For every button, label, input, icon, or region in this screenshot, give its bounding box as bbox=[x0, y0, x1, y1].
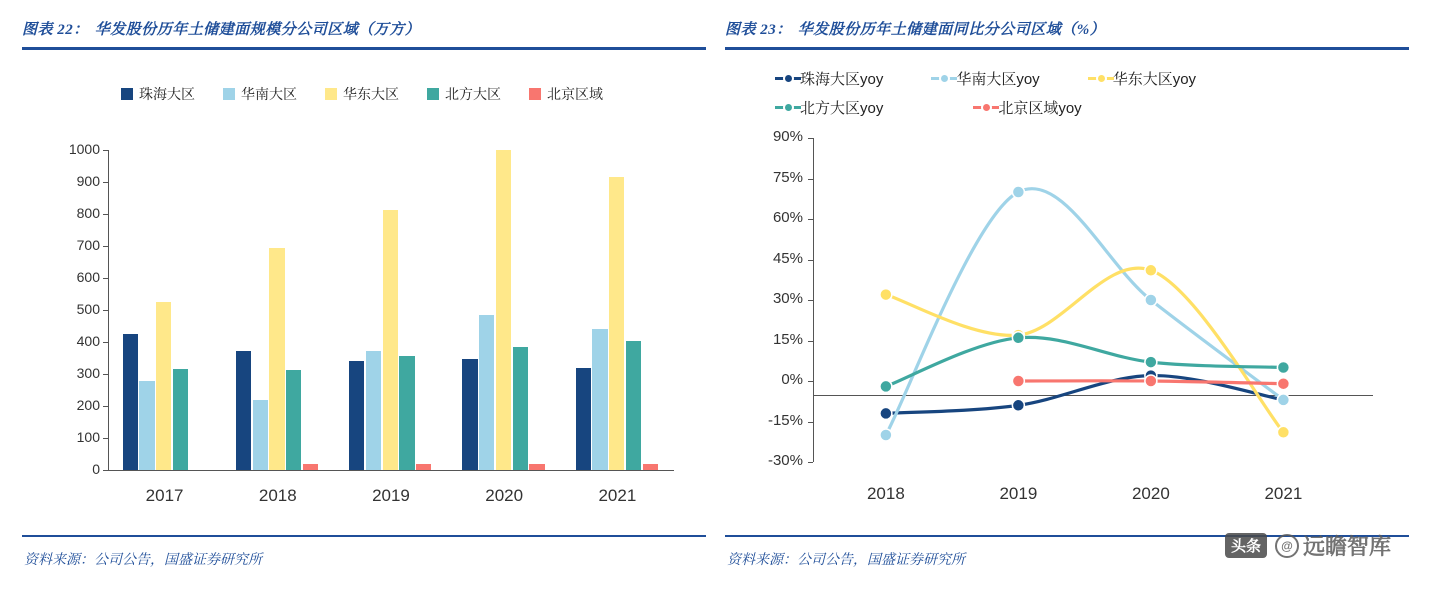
y-tick-label: 200 bbox=[76, 397, 100, 413]
figure-22-legend bbox=[52, 84, 672, 104]
y-tick-label: 900 bbox=[76, 173, 100, 189]
figure-22-source: 资料来源：公司公告，国盛证券研究所 bbox=[24, 553, 262, 568]
y-tick-label: 0 bbox=[92, 461, 100, 477]
x-category-label: 2019 bbox=[999, 484, 1038, 503]
bar-2018-1 bbox=[253, 400, 268, 470]
legend-marker-zhuhai-yoy bbox=[775, 73, 794, 84]
line-point-1 bbox=[1145, 294, 1157, 306]
legend-row-2 bbox=[745, 97, 1405, 118]
legend-label-zhuhai-yoy: 珠海大区yoy bbox=[800, 71, 884, 88]
line-point-3 bbox=[1012, 332, 1024, 344]
legend-item-huadong bbox=[325, 84, 399, 104]
y-tick-label: -15% bbox=[767, 411, 803, 429]
legend-marker-beijing-yoy bbox=[973, 102, 992, 113]
x-category-label: 2018 bbox=[866, 484, 905, 503]
x-category-label: 2017 bbox=[145, 486, 184, 505]
legend-swatch-beifang bbox=[427, 88, 439, 100]
figure-23-legend bbox=[745, 68, 1405, 126]
line-point-2 bbox=[1277, 426, 1289, 438]
watermark bbox=[1225, 530, 1391, 561]
line-point-0 bbox=[880, 407, 892, 419]
legend-label-beifang-yoy: 北方大区yoy bbox=[800, 100, 884, 117]
line-point-1 bbox=[1012, 186, 1024, 198]
line-point-1 bbox=[880, 429, 892, 441]
legend-item-beifang-yoy bbox=[775, 97, 883, 118]
bar-2021-0 bbox=[576, 368, 591, 470]
y-tick-label: 500 bbox=[76, 301, 100, 317]
watermark-text: 远瞻智库 bbox=[1302, 534, 1391, 559]
legend-label-huanan-yoy: 华南大区yoy bbox=[956, 71, 1040, 88]
line-point-2 bbox=[880, 289, 892, 301]
bar-chart-plot bbox=[50, 140, 680, 530]
bar-2017-2 bbox=[156, 302, 171, 470]
legend-marker-huanan-yoy bbox=[931, 73, 950, 84]
line-path-1 bbox=[886, 189, 1284, 435]
y-tick-label: 30% bbox=[772, 290, 803, 307]
y-tick-label: 300 bbox=[76, 365, 100, 381]
x-category-label: 2020 bbox=[1131, 484, 1170, 503]
line-point-4 bbox=[1145, 375, 1157, 387]
legend-item-beijing-yoy bbox=[973, 97, 1081, 118]
bar-2017-0 bbox=[123, 334, 138, 470]
legend-item-beijing bbox=[529, 84, 603, 104]
x-category-label: 2019 bbox=[372, 486, 410, 505]
x-category-label: 2021 bbox=[598, 486, 637, 505]
bar-2020-1 bbox=[479, 315, 494, 470]
legend-label-huadong-yoy: 华东大区yoy bbox=[1112, 71, 1197, 88]
bar-2018-4 bbox=[303, 464, 318, 470]
bar-2020-2 bbox=[496, 150, 511, 470]
bar-2021-2 bbox=[609, 177, 624, 470]
line-chart-plot bbox=[735, 128, 1395, 528]
bar-2018-0 bbox=[236, 351, 251, 470]
y-tick-label: 45% bbox=[772, 249, 803, 267]
x-category-label: 2021 bbox=[1264, 484, 1303, 503]
line-point-4 bbox=[1012, 375, 1024, 387]
legend-swatch-beijing bbox=[529, 88, 541, 100]
figure-22-number: 图表 22： bbox=[22, 22, 89, 38]
figure-22-bottom-rule bbox=[22, 535, 706, 537]
legend-label-huadong: 华东大区 bbox=[343, 86, 399, 102]
bar-2018-2 bbox=[269, 248, 284, 470]
y-tick-label: 600 bbox=[76, 269, 100, 285]
bar-2019-2 bbox=[383, 210, 398, 470]
figure-23-title bbox=[725, 0, 1409, 39]
figure-23-number: 图表 23： bbox=[725, 22, 792, 38]
bar-2020-3 bbox=[513, 347, 528, 470]
x-axis bbox=[108, 470, 674, 471]
bar-2017-3 bbox=[173, 369, 188, 470]
y-tick-label: 400 bbox=[76, 333, 100, 349]
line-point-3 bbox=[1277, 362, 1289, 374]
y-tick-label: 700 bbox=[76, 237, 100, 253]
x-category-label: 2018 bbox=[258, 486, 297, 505]
x-category-label: 2020 bbox=[485, 486, 524, 505]
figure-22-title-text: 华发股份历年土储建面规模分公司区域（万方） bbox=[94, 22, 421, 38]
figure-23-top-rule bbox=[725, 47, 1409, 50]
y-axis bbox=[108, 150, 109, 470]
bar-2017-1 bbox=[139, 381, 154, 470]
watermark-circle-icon: @ bbox=[1275, 534, 1299, 558]
legend-label-huanan: 华南大区 bbox=[241, 86, 297, 102]
y-tick-label: 100 bbox=[76, 429, 100, 445]
line-point-0 bbox=[1012, 399, 1024, 411]
legend-item-zhuhai bbox=[121, 84, 195, 104]
bar-2019-1 bbox=[366, 351, 381, 470]
bar-2019-0 bbox=[349, 361, 364, 470]
figure-23-panel bbox=[725, 0, 1409, 589]
legend-label-beijing-yoy: 北京区域yoy bbox=[998, 100, 1082, 117]
legend-item-zhuhai-yoy bbox=[775, 68, 883, 89]
y-tick-label: 60% bbox=[772, 209, 803, 226]
bar-2020-0 bbox=[462, 359, 477, 470]
legend-label-zhuhai: 珠海大区 bbox=[139, 86, 195, 102]
bar-2021-4 bbox=[643, 464, 658, 470]
legend-item-beifang bbox=[427, 84, 501, 104]
legend-marker-huadong-yoy bbox=[1088, 73, 1107, 84]
y-tick-label: 800 bbox=[76, 205, 100, 221]
figure-22-top-rule bbox=[22, 47, 706, 50]
y-tick-label: 90% bbox=[772, 128, 803, 145]
line-series-svg bbox=[735, 128, 1395, 528]
bar-2019-4 bbox=[416, 464, 431, 470]
y-tick-label: 15% bbox=[772, 330, 803, 348]
legend-row-1 bbox=[745, 68, 1405, 89]
legend-swatch-zhuhai bbox=[121, 88, 133, 100]
line-point-1 bbox=[1277, 394, 1289, 406]
figure-23-source: 资料来源：公司公告，国盛证券研究所 bbox=[727, 553, 965, 568]
line-point-4 bbox=[1277, 378, 1289, 390]
watermark-badge: 头条 bbox=[1225, 533, 1267, 558]
y-tick-label: 75% bbox=[772, 168, 803, 186]
y-tick-label: 0% bbox=[781, 371, 803, 388]
line-point-2 bbox=[1145, 264, 1157, 276]
figure-22-title bbox=[22, 0, 706, 39]
legend-swatch-huanan bbox=[223, 88, 235, 100]
legend-marker-beifang-yoy bbox=[775, 102, 794, 113]
legend-item-huadong-yoy bbox=[1088, 68, 1196, 89]
bar-2018-3 bbox=[286, 370, 301, 470]
line-point-3 bbox=[880, 380, 892, 392]
figure-23-title-text: 华发股份历年土储建面同比分公司区域（%） bbox=[797, 22, 1106, 38]
y-tick-label: 1000 bbox=[68, 141, 100, 157]
legend-swatch-huadong bbox=[325, 88, 337, 100]
legend-label-beifang: 北方大区 bbox=[445, 86, 501, 102]
legend-item-huanan bbox=[223, 84, 297, 104]
bar-2021-1 bbox=[592, 329, 607, 470]
figure-22-panel bbox=[22, 0, 706, 589]
bar-2020-4 bbox=[529, 464, 544, 470]
line-point-3 bbox=[1145, 356, 1157, 368]
bar-2019-3 bbox=[399, 356, 414, 470]
legend-item-huanan-yoy bbox=[931, 68, 1039, 89]
y-tick-label: -30% bbox=[767, 452, 803, 469]
bar-2021-3 bbox=[626, 341, 641, 470]
legend-label-beijing: 北京区域 bbox=[547, 86, 603, 102]
line-path-2 bbox=[886, 268, 1284, 432]
